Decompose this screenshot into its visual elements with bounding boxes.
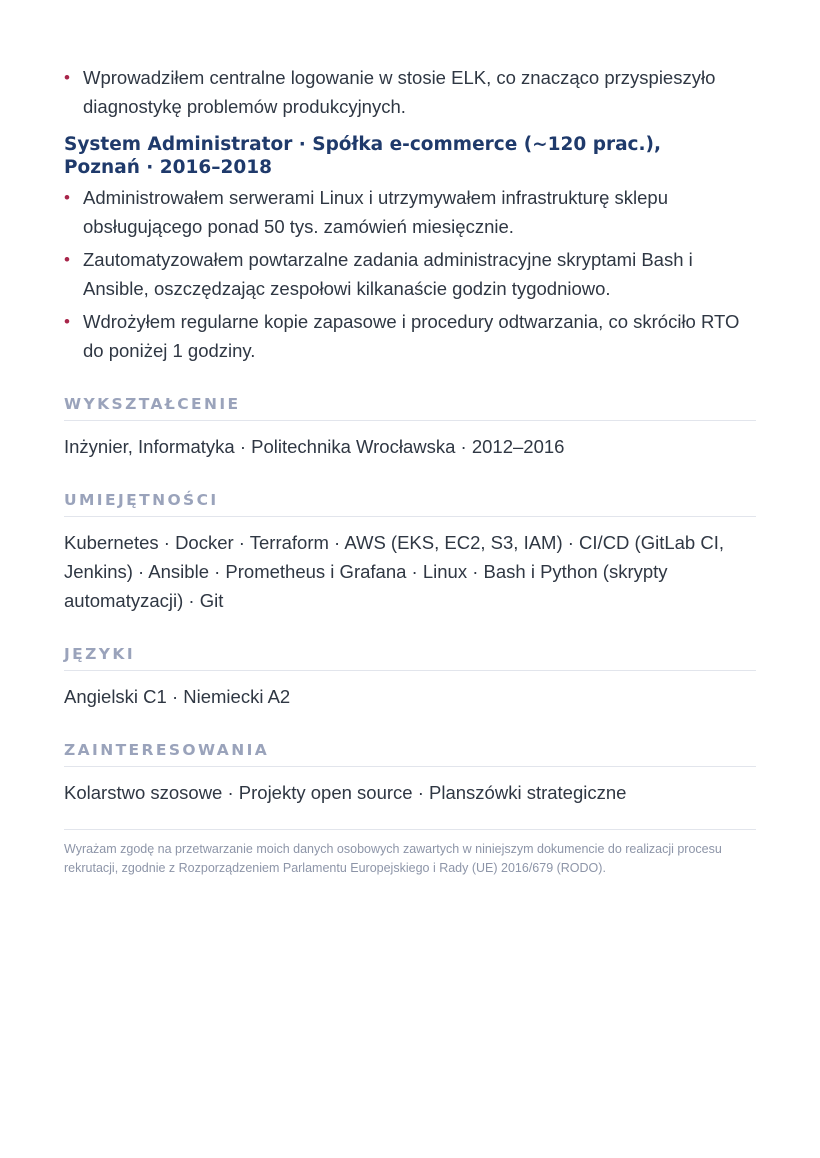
education-section [64,395,756,461]
list-item [64,308,756,365]
section-heading: ZAINTERESOWANIA [64,741,756,767]
job2-bullet-list [64,184,756,365]
section-heading: WYKSZTAŁCENIE [64,395,756,421]
bullet-text: Administrowałem serwerami Linux i utrzymywałem infrastrukturę sklepu obsługującego ponad 50 tys. zamówień miesięcznie. [83,187,668,237]
section-heading: JĘZYKI [64,645,756,671]
list-item [64,64,756,121]
languages-text: Angielski C1 · Niemiecki A2 [64,686,291,707]
bullet-icon: • [64,68,70,87]
interests-text: Kolarstwo szosowe · Projekty open source · Planszówki strategiczne [64,782,627,803]
languages-section [64,645,756,711]
gdpr-consent-clause: Wyrażam zgodę na przetwarzanie moich danych osobowych zawartych w niniejszym dokumencie do realizacji procesu rekrutacji, zgodnie z Rozporządzeniem Parlamentu Europejskiego i Rady (UE) 2016/679 (RODO). [64,829,756,878]
education-text: Inżynier, Informatyka · Politechnika Wrocławska · 2012–2016 [64,436,565,457]
job1-bullet-list [64,64,756,121]
list-item [64,184,756,241]
bullet-text: Zautomatyzowałem powtarzalne zadania administracyjne skryptami Bash i Ansible, oszczędzając zespołowi kilkanaście godzin tygodniowo. [83,249,693,299]
skills-section [64,491,756,615]
list-item [64,246,756,303]
skills-text: Kubernetes · Docker · Terraform · AWS (EKS, EC2, S3, IAM) · CI/CD (GitLab CI, Jenkins) · Ansible · Prometheus i Grafana · Linux · Bash i Python (skrypty automatyzacji) · Git [64,532,725,611]
bullet-text: Wdrożyłem regularne kopie zapasowe i procedury odtwarzania, co skróciło RTO do poniżej 1 godziny. [83,311,740,361]
bullet-icon: • [64,250,70,269]
section-heading: UMIEJĘTNOŚCI [64,491,756,517]
bullet-text: Wprowadziłem centralne logowanie w stosie ELK, co znacząco przyspieszyło diagnostykę problemów produkcyjnych. [83,67,716,117]
job-title: System Administrator · Spółka e-commerce (~120 prac.), Poznań · 2016–2018 [64,134,662,178]
bullet-icon: • [64,312,70,331]
bullet-icon: • [64,188,70,207]
interests-section [64,741,756,807]
